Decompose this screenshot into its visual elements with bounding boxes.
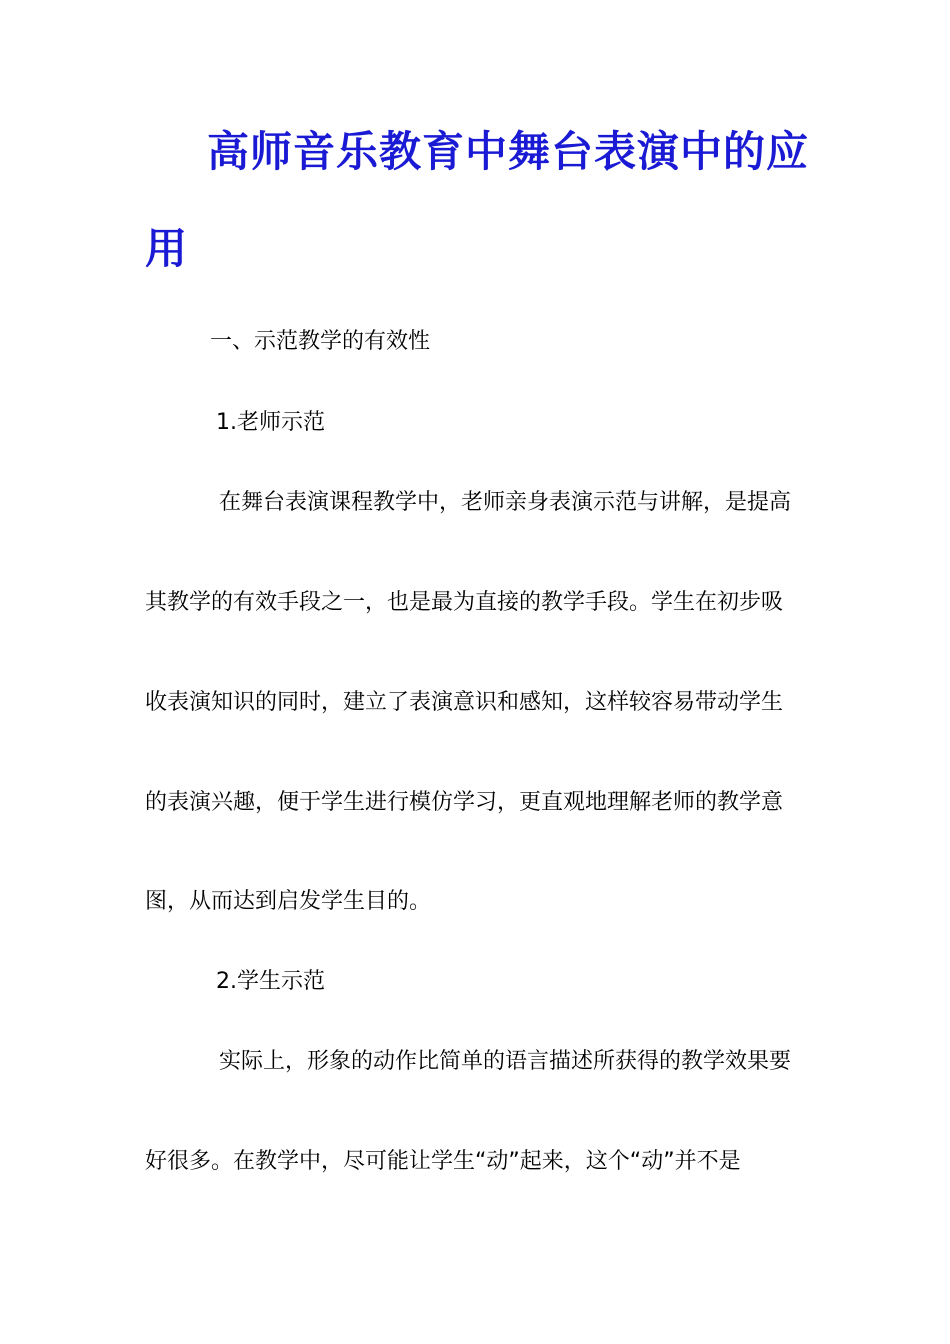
document-title-line-1: 高师音乐教育中舞台表演中的应 (207, 127, 810, 176)
paragraph-line: 在舞台表演课程教学中，老师亲身表演示范与讲解，是提高 (219, 490, 792, 515)
paragraph-line: 实际上，形象的动作比简单的语言描述所获得的教学效果要 (219, 1049, 792, 1074)
paragraph-line: 收表演知识的同时，建立了表演意识和感知，这样较容易带动学生 (145, 690, 784, 715)
subsection-heading-student-demo: 2.学生示范 (216, 969, 325, 994)
paragraph-line: 其教学的有效手段之一，也是最为直接的教学手段。学生在初步吸 (145, 590, 784, 615)
section-heading: 一、示范教学的有效性 (210, 329, 431, 354)
subsection-heading-teacher-demo: 1.老师示范 (216, 410, 325, 435)
document-title-line-2: 用 (145, 224, 189, 273)
paragraph-line: 的表演兴趣，便于学生进行模仿学习，更直观地理解老师的教学意 (145, 790, 784, 815)
paragraph-line: 图，从而达到启发学生目的。 (145, 889, 432, 914)
paragraph-line: 好很多。在教学中，尽可能让学生“动”起来，这个“动”并不是 (145, 1149, 741, 1174)
